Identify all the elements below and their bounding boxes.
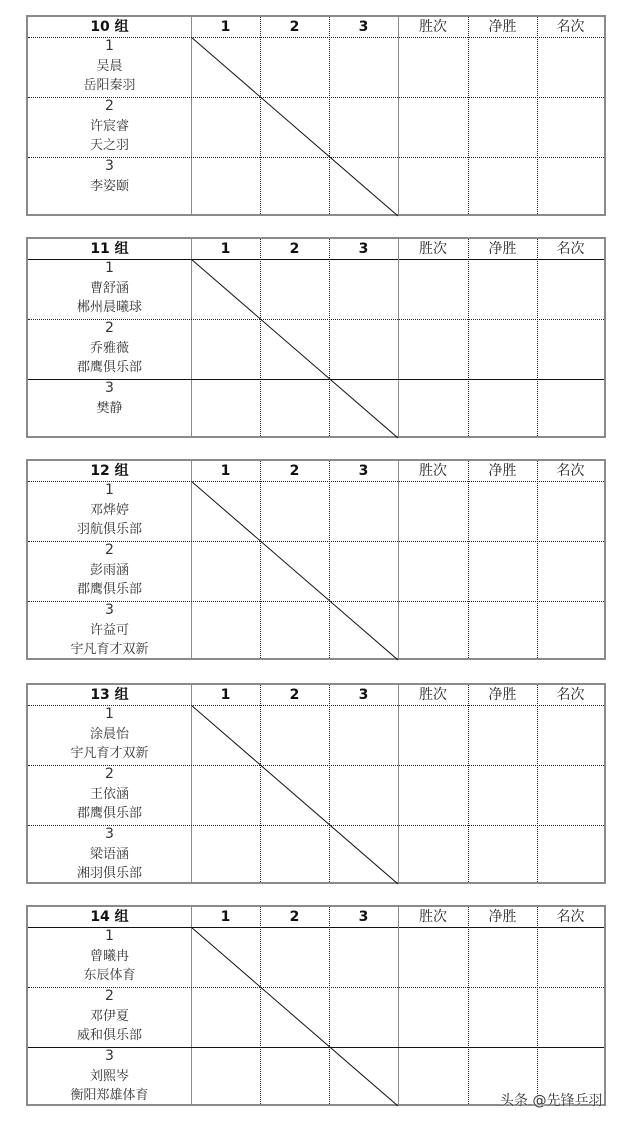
player-name: 乔雅薇	[89, 340, 129, 356]
player-cell	[28, 765, 191, 824]
col-header-3: 3	[358, 687, 369, 703]
player-seed: 2	[105, 98, 114, 114]
player-name: 刘熙岑	[89, 1068, 129, 1084]
column-divider	[468, 239, 469, 436]
diagonal-line	[191, 927, 399, 1107]
col-header-wins: 胜次	[419, 687, 447, 703]
col-header-rank: 名次	[556, 19, 585, 35]
col-header-1: 1	[220, 687, 231, 703]
player-seed: 2	[105, 766, 114, 782]
col-header-1: 1	[220, 909, 231, 925]
header-row	[28, 685, 604, 706]
col-header-3: 3	[358, 241, 369, 257]
col-header-2: 2	[289, 909, 300, 925]
col-header-2: 2	[289, 687, 300, 703]
player-name: 彭雨涵	[89, 562, 129, 578]
player-seed: 2	[105, 542, 114, 558]
column-divider	[537, 907, 538, 1104]
player-cell	[28, 1047, 191, 1106]
player-club: 郡鹰俱乐部	[76, 360, 142, 375]
col-header-net: 净胜	[488, 463, 517, 479]
player-club: 天之羽	[89, 138, 129, 153]
group-title: 14 组	[90, 909, 129, 925]
column-divider	[468, 461, 469, 658]
player-seed: 2	[105, 988, 114, 1004]
column-divider	[537, 461, 538, 658]
column-divider	[468, 907, 469, 1104]
player-club: 威和俱乐部	[76, 1028, 142, 1043]
player-cell	[28, 97, 191, 156]
col-header-rank: 名次	[556, 241, 585, 257]
player-club: 湘羽俱乐部	[76, 866, 142, 881]
player-seed: 3	[105, 602, 114, 618]
player-name: 吴晨	[96, 58, 123, 74]
group-title: 10 组	[90, 19, 129, 35]
player-seed: 1	[105, 482, 114, 498]
player-club: 衡阳郑雄体育	[70, 1088, 149, 1103]
player-cell	[28, 259, 191, 318]
col-header-wins: 胜次	[419, 909, 447, 925]
group-title: 12 组	[90, 463, 129, 479]
player-name: 梁语涵	[89, 846, 129, 862]
player-seed: 1	[105, 260, 114, 276]
col-header-wins: 胜次	[419, 241, 447, 257]
col-header-3: 3	[358, 19, 369, 35]
player-name: 王依涵	[89, 786, 129, 802]
group-table-14	[26, 905, 606, 1106]
player-seed: 3	[105, 158, 114, 174]
column-divider	[537, 239, 538, 436]
column-divider	[537, 17, 538, 214]
player-cell	[28, 37, 191, 96]
player-seed: 3	[105, 380, 114, 396]
header-row	[28, 907, 604, 928]
col-header-net: 净胜	[488, 687, 517, 703]
player-club: 东辰体育	[83, 968, 136, 983]
player-club: 宇凡育才双新	[70, 746, 149, 761]
col-header-rank: 名次	[556, 463, 585, 479]
group-table-10	[26, 15, 606, 216]
player-club: 郴州晨曦球	[76, 300, 142, 315]
player-cell	[28, 157, 191, 196]
player-club: 羽航俱乐部	[76, 522, 142, 537]
player-name: 曾曦冉	[89, 948, 129, 964]
player-name: 樊静	[96, 400, 123, 416]
group-table-13	[26, 683, 606, 884]
header-row	[28, 461, 604, 482]
col-header-3: 3	[358, 463, 369, 479]
col-header-2: 2	[289, 463, 300, 479]
group-title: 11 组	[90, 241, 129, 257]
column-divider	[468, 17, 469, 214]
player-cell	[28, 379, 191, 418]
player-seed: 3	[105, 1048, 114, 1064]
diagonal-line	[191, 481, 399, 661]
header-row	[28, 239, 604, 260]
player-cell	[28, 481, 191, 540]
col-header-net: 净胜	[488, 241, 517, 257]
diagonal-line	[191, 705, 399, 885]
player-club: 郡鹰俱乐部	[76, 806, 142, 821]
col-header-1: 1	[220, 241, 231, 257]
column-divider	[537, 685, 538, 882]
col-header-2: 2	[289, 19, 300, 35]
watermark: 头条 @先锋乒羽	[500, 1093, 603, 1109]
header-row	[28, 17, 604, 38]
col-header-rank: 名次	[556, 909, 585, 925]
player-cell	[28, 927, 191, 986]
player-cell	[28, 601, 191, 660]
player-cell	[28, 541, 191, 600]
player-name: 许宸睿	[89, 118, 129, 134]
player-cell	[28, 705, 191, 764]
diagonal-line	[191, 259, 399, 439]
player-cell	[28, 987, 191, 1046]
player-seed: 3	[105, 826, 114, 842]
player-name: 许益可	[89, 622, 129, 638]
col-header-3: 3	[358, 909, 369, 925]
col-header-1: 1	[220, 463, 231, 479]
player-name: 李姿颐	[89, 178, 129, 194]
column-divider	[468, 685, 469, 882]
group-table-11	[26, 237, 606, 438]
col-header-rank: 名次	[556, 687, 585, 703]
player-name: 曹舒涵	[89, 280, 129, 296]
group-table-12	[26, 459, 606, 660]
player-seed: 2	[105, 320, 114, 336]
col-header-wins: 胜次	[419, 463, 447, 479]
player-name: 涂晨怡	[89, 726, 129, 742]
diagonal-line	[191, 37, 399, 217]
player-name: 邓烨婷	[89, 502, 129, 518]
col-header-1: 1	[220, 19, 231, 35]
col-header-net: 净胜	[488, 909, 517, 925]
player-club: 岳阳秦羽	[83, 78, 136, 93]
player-seed: 1	[105, 928, 114, 944]
player-name: 邓伊夏	[89, 1008, 129, 1024]
player-cell	[28, 319, 191, 378]
group-title: 13 组	[90, 687, 129, 703]
player-club: 郡鹰俱乐部	[76, 582, 142, 597]
player-seed: 1	[105, 38, 114, 54]
player-seed: 1	[105, 706, 114, 722]
col-header-2: 2	[289, 241, 300, 257]
col-header-net: 净胜	[488, 19, 517, 35]
player-club: 宇凡育才双新	[70, 642, 149, 657]
player-cell	[28, 825, 191, 884]
col-header-wins: 胜次	[419, 19, 447, 35]
